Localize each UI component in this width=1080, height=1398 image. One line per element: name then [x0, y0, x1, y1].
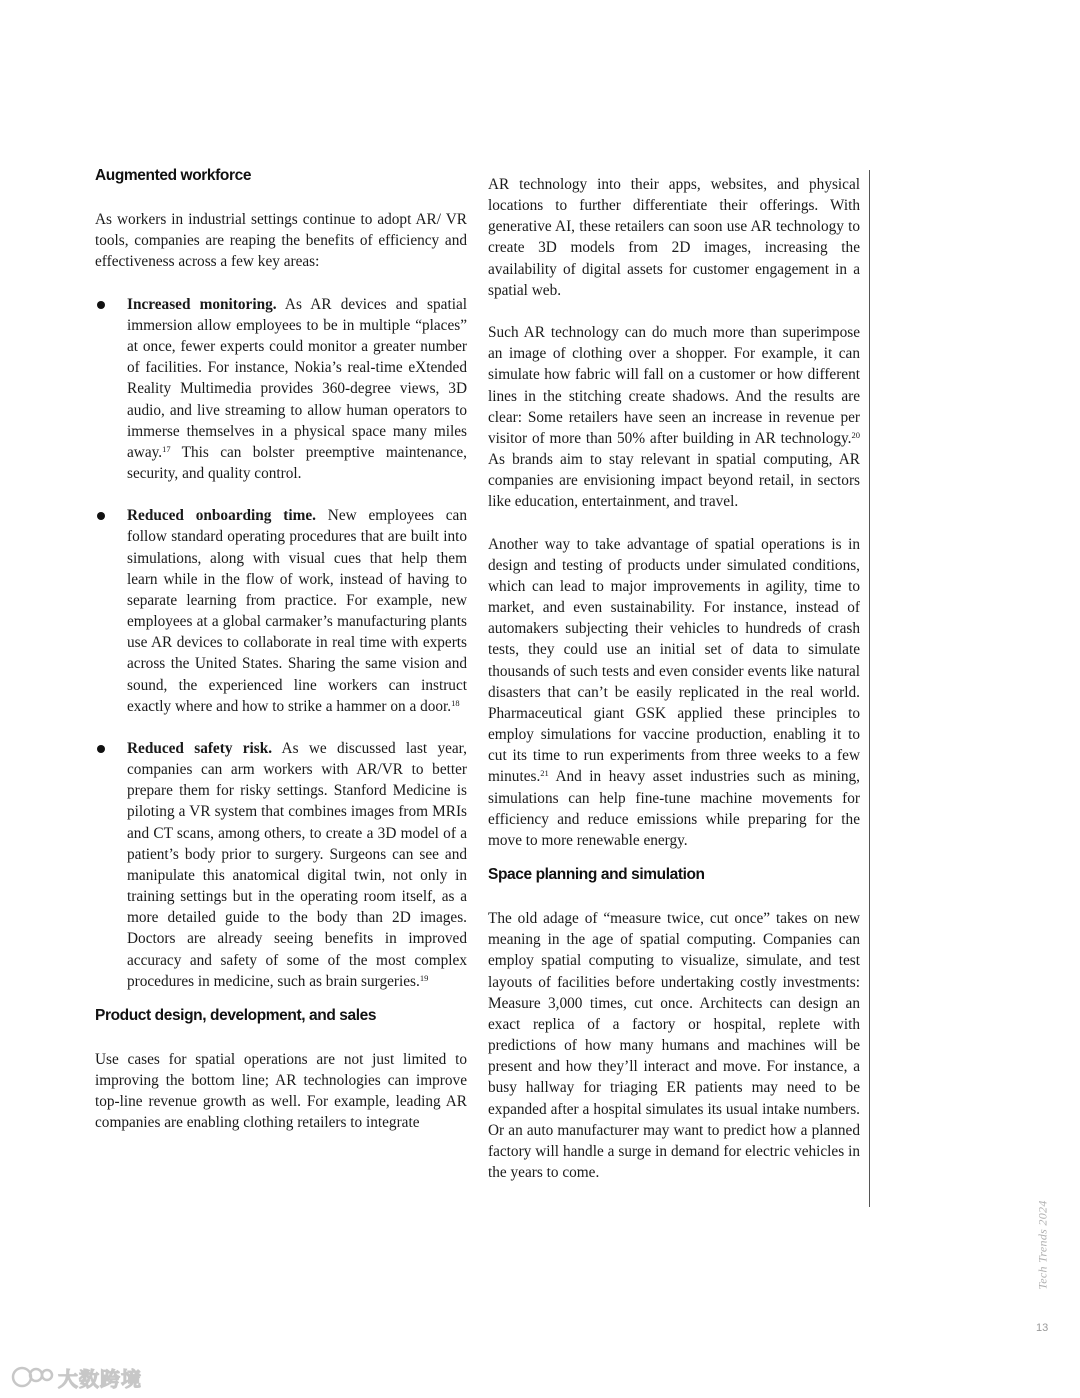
space-planning-paragraph: The old adage of “measure twice, cut once” takes on new meaning in the age of spatial computing. Companies can employ spatial computing to visualize, simulate, and test layouts of facilities before undertaking costly investments: Measure 3,000 times, cut once. Architects can design an exact replica of a factory or hospital, replete with predictions of how many humans and machines will be present and how they’ll interact and move. For instance, a busy hallway for triaging ER patients may need to be expanded after a hospital simulates its usual intake numbers. Or an auto manufacturer may want to predict how a planned factory will handle a surge in demand for electric vehicles in the years to come. [488, 910, 860, 1181]
bullet-text: New employees can follow standard operating procedures that are built into simulations, along with visual cues that help them learn while in the flow of work, instead of having to separate learning from practice. For example, new employees at a global carmaker’s manufacturing plants use AR devices to collaborate in real time with experts across the United States. Sharing the same vision and sound, the experienced line workers can instruct exactly where and how to strike a hammer on a door. [127, 507, 467, 715]
page-number: 13 [1036, 1322, 1049, 1334]
watermark-logo-icon [10, 1363, 54, 1391]
bullet-reduced-safety-risk [95, 738, 467, 992]
section-heading-augmented-workforce: Augmented workforce [95, 167, 252, 184]
bullet-lead: Reduced onboarding time. [127, 507, 316, 525]
footnote-ref: 18 [451, 697, 460, 708]
bullet-dot-icon [97, 745, 105, 753]
bullet-dot-icon [97, 512, 105, 520]
footnote-ref: 17 [162, 443, 171, 454]
bullet-text: As we discussed last year, companies can arm workers with AR/VR to better prepare them for risky settings. Stanford Medicine is piloting a VR system that combines images from MRIs and CT scans, among others, to create a 3D model of a patient’s body prior to surgery. Surgeons can see and manipulate this anatomical digital twin, not only in training settings but in the operating room itself, as a more detailed guide to the body than 2D images. Doctors are already seeing benefits in improved accuracy and safety of some of the most complex procedures in medicine, such as brain surgeries. [127, 740, 467, 990]
bullet-dot-icon [97, 301, 105, 309]
product-design-paragraph: Use cases for spatial operations are not just limited to improving the bottom line; AR technologies can improve top-line revenue growth as well. For example, leading AR companies are enabling clothing retailers to integrate [95, 1051, 467, 1132]
bullet-text: As AR devices and spatial immersion allow employees to be in multiple “places” at once, fewer experts could monitor a greater number of facilities. For instance, Nokia’s real-time eXtended Reality Multimedia provides 360-degree views, 3D audio, and live streaming to allow human operators to immerse themselves in a physical space many miles away. [127, 295, 467, 461]
running-title: Tech Trends 2024 [1035, 1200, 1050, 1290]
bullet-lead: Reduced safety risk. [127, 740, 273, 757]
paragraph-tail: As brands aim to stay relevant in spatial computing, AR companies are envisioning impact beyond retail, in sectors like education, entertainment, and travel. [488, 451, 860, 511]
right-column [488, 174, 860, 1204]
bullet-increased-monitoring [95, 294, 467, 484]
intro-paragraph: As workers in industrial settings continue to adopt AR/ VR tools, companies are reaping the benefits of efficiency and effectiveness across a few key areas: [95, 211, 467, 271]
footnote-ref: 21 [540, 768, 549, 779]
bullet-lead: Increased monitoring. [127, 295, 277, 313]
bullet-tail: This can bolster preemptive maintenance, security, and quality control. [127, 443, 467, 482]
simulation-paragraph [488, 534, 860, 851]
footnote-ref: 20 [851, 429, 860, 440]
paragraph-text: Another way to take advantage of spatial operations is in design and testing of products under simulated conditions, which can lead to major improvements in agility, time to market, and even sustainability. For instance, instead of automakers subjecting their vehicles to hundreds of crash tests, they could use an initial set of data to simulate thousands of such tests and even consider events like natural disasters that can’t be easily replicated in the real world. Pharmaceutical giant GSK applied these principles to employ simulations for vaccine production, enabling it to cut its time to run experiments from three weeks to a few minutes. [488, 535, 860, 786]
ar-retail-paragraph: AR technology into their apps, websites, and physical locations to further differentiate their offerings. With generative AI, these retailers can soon use AR technology to create 3D models from 2D images, increasing the availability of digital assets for customer engagement in a spatial web. [488, 176, 860, 299]
paragraph-text: Such AR technology can do much more than superimpose an image of clothing over a shopper. For example, it can simulate how fabric will fall on a customer or how different lines in the stitching create shadows. And the results are clear: Some retailers have seen an increase in revenue per visitor of more than 50% after building in AR technology. [488, 324, 860, 447]
watermark [10, 1362, 150, 1392]
section-heading-space-planning: Space planning and simulation [488, 865, 705, 883]
column-divider-rule [869, 170, 870, 1207]
footnote-ref: 19 [419, 972, 429, 983]
superimpose-paragraph [488, 322, 860, 512]
bullet-reduced-onboarding-time [95, 505, 467, 717]
watermark-text: 大数跨境 [58, 1366, 142, 1391]
left-column [95, 164, 467, 1155]
paragraph-tail: And in heavy asset industries such as mining, simulations can help fine-tune machine movements for efficiency and reduce emissions while preparing for the move to more renewable energy. [488, 768, 860, 849]
section-heading-product-design: Product design, development, and sales [95, 1006, 377, 1024]
